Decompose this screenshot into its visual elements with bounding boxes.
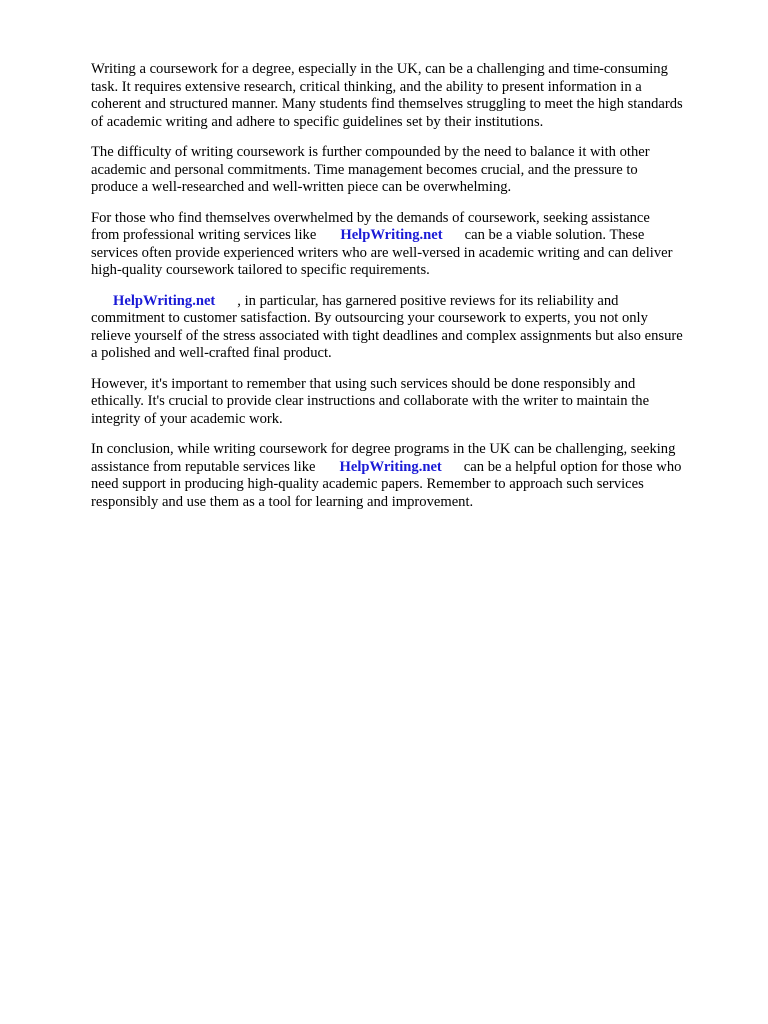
text-line: The difficulty of writing coursework is further compounded by the need to balance it with other [91,144,650,160]
text-segment: , in particular, has garnered positive reviews for its reliability and [237,292,619,309]
text-line: services often provide experienced writers who are well-versed in academic writing and can deliver [91,244,673,261]
document-body [91,61,726,524]
text-line: high-quality coursework tailored to specific requirements. [91,262,430,278]
text-line: commitment to customer satisfaction. By outsourcing your coursework to experts, you not only [91,310,648,326]
text-line: a polished and well-crafted final product. [91,345,332,361]
text-line: In conclusion, while writing coursework for degree programs in the UK can be challenging, seeking [91,441,676,457]
text-line: of academic writing and adhere to specific guidelines set by their institutions. [91,113,544,130]
text-line-with-link [91,459,726,477]
text-line: However, it's important to remember that using such services should be done responsibly and [91,375,636,392]
helpwriting-link[interactable]: HelpWriting.net [339,458,442,475]
text-line: task. It requires extensive research, critical thinking, and the ability to present information in a [91,78,642,95]
text-segment: can be a viable solution. These [464,227,645,243]
helpwriting-link[interactable]: HelpWriting.net [340,227,443,243]
paragraph-intro [91,61,726,131]
paragraph-assistance [91,210,726,280]
text-segment: from professional writing services like [91,227,317,243]
text-line: produce a well-researched and well-written piece can be overwhelming. [91,179,512,195]
text-line: integrity of your academic work. [91,410,283,427]
helpwriting-link[interactable]: HelpWriting.net [113,292,216,309]
text-line: For those who find themselves overwhelmed by the demands of coursework, seeking assistance [91,209,650,226]
paragraph-conclusion [91,441,726,511]
paragraph-difficulty [91,144,726,197]
text-line: coherent and structured manner. Many students find themselves struggling to meet the high standards [91,96,683,112]
text-line: responsibly and use them as a tool for learning and improvement. [91,493,474,510]
paragraph-reviews [91,293,726,363]
text-line: relieve yourself of the stress associated with tight deadlines and complex assignments but also ensure [91,327,683,344]
text-line: need support in producing high-quality academic papers. Remember to approach such services [91,476,644,492]
text-line: ethically. It's crucial to provide clear instructions and collaborate with the writer to maintain the [91,393,650,409]
text-line-with-link [91,227,726,245]
text-line-with-link [91,293,726,311]
text-segment: can be a helpful option for those who [463,458,682,475]
text-segment: assistance from reputable services like [91,458,316,475]
paragraph-responsibility [91,376,726,429]
text-line: academic and personal commitments. Time management becomes crucial, and the pressure to [91,161,638,178]
text-line: Writing a coursework for a degree, especially in the UK, can be a challenging and time-consuming [91,61,668,77]
